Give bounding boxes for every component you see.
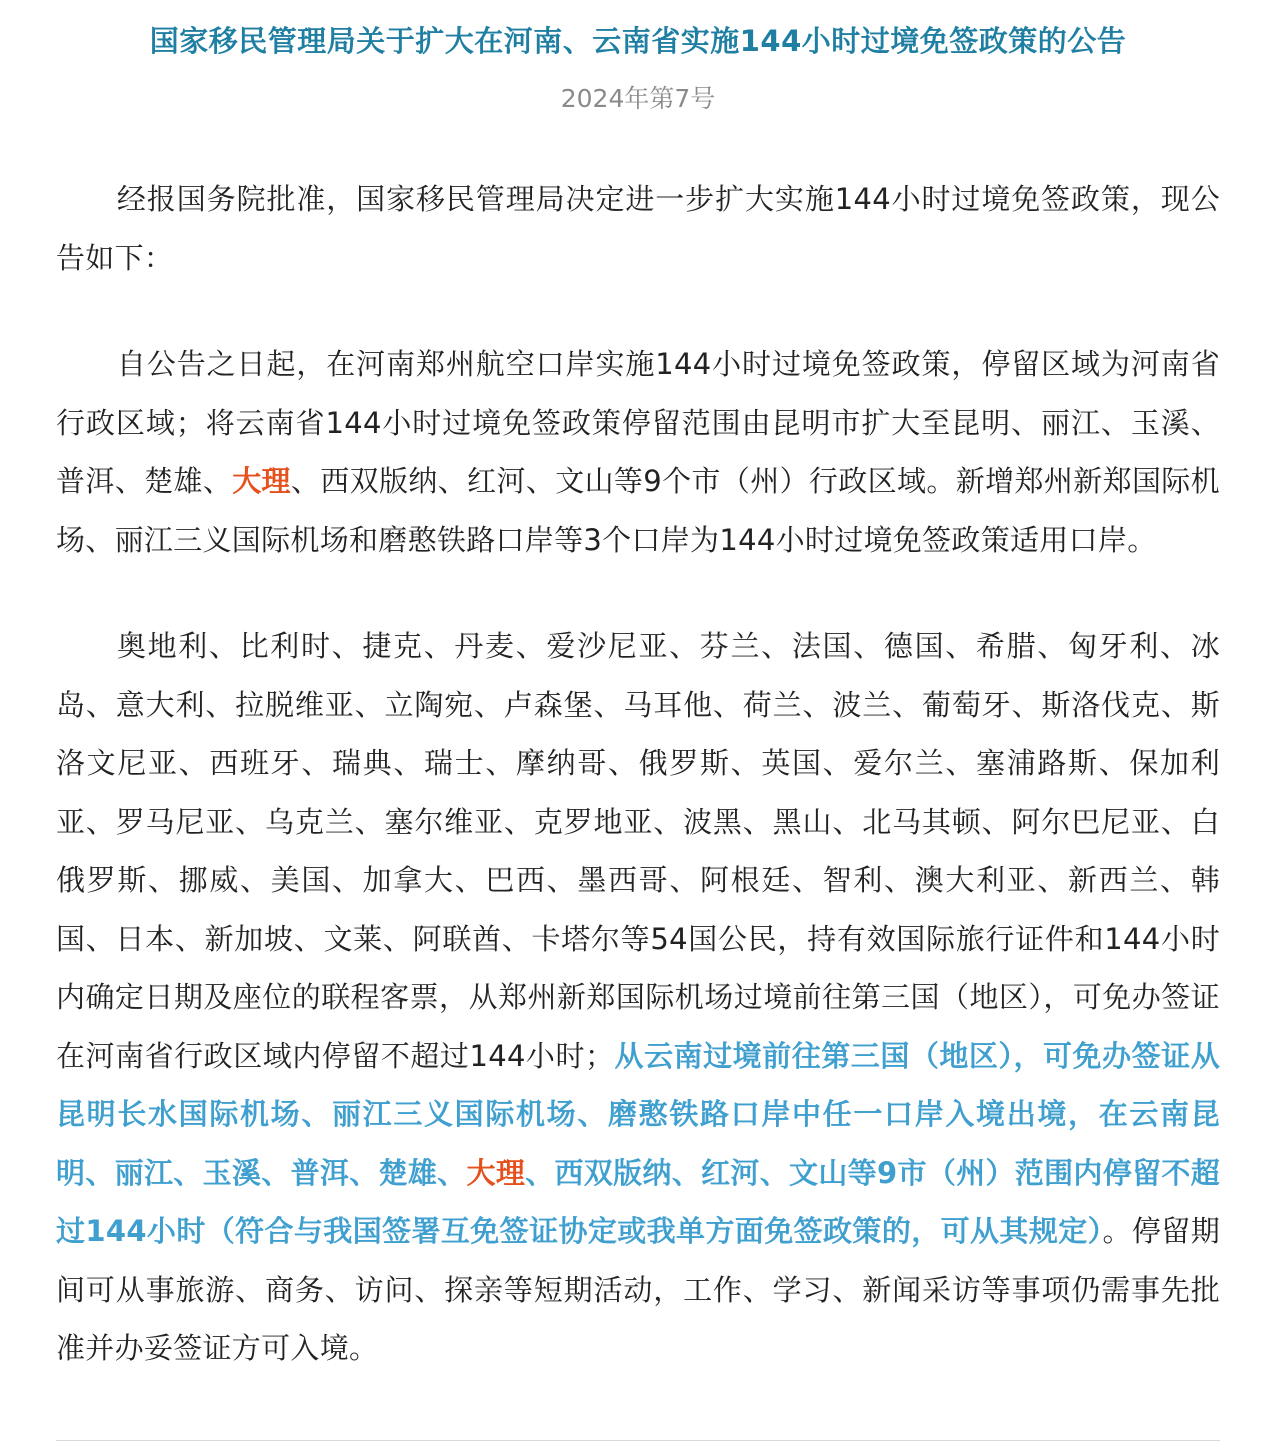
dali-highlight: 大理 (466, 1155, 526, 1190)
dali-highlight: 大理 (232, 464, 291, 498)
paragraph-policy-scope-text-1: 自公告之日起，在河南郑州航空口岸实施144小时过境免签政策，停留区域为河南省行政区域；将云南省144小时过境免签政策停留范围由昆明市扩大至昆明、丽江、玉溪、普洱、楚雄、 (56, 347, 1220, 498)
document-title: 国家移民管理局关于扩大在河南、云南省实施144小时过境免签政策的公告 (149, 24, 1127, 58)
paragraph-policy-scope-text-2: 、西双版纳、红河、文山等9个市（州）行政区域。新增郑州新郑国际机场、丽江三义国际机场和磨憨铁路口岸等3个口岸为144小时过境免签政策适用口岸。 (56, 464, 1220, 557)
yunnan-transit-highlight-2: 、西双版纳、红河、文山等9市（州）范围内停留不超过144小时（符合与我国签署互免签证协定或我单方面免签政策的，可从其规定） (56, 1155, 1221, 1248)
paragraph-eligible-countries (56, 617, 1220, 1378)
document-number: 2024年第7号 (560, 84, 716, 113)
paragraph-intro: 经报国务院批准，国家移民管理局决定进一步扩大实施144小时过境免签政策，现公告如下： (56, 182, 1220, 275)
yunnan-transit-highlight-1: 从云南过境前往第三国（地区），可免办签证从昆明长水国际机场、丽江三义国际机场、磨憨铁路口岸中任一口岸入境出境，在云南昆明、丽江、玉溪、普洱、楚雄、 (56, 1038, 1220, 1190)
bottom-divider (56, 1440, 1220, 1441)
paragraph-policy-scope (56, 335, 1220, 569)
paragraph-eligible-countries-text-1: 奥地利、比利时、捷克、丹麦、爱沙尼亚、芬兰、法国、德国、希腊、匈牙利、冰岛、意大利、拉脱维亚、立陶宛、卢森堡、马耳他、荷兰、波兰、葡萄牙、斯洛伐克、斯洛文尼亚、西班牙、瑞典、瑞士、摩纳哥、俄罗斯、英国、爱尔兰、塞浦路斯、保加利亚、罗马尼亚、乌克兰、塞尔维亚、克罗地亚、波黑、黑山、北马其顿、阿尔巴尼亚、白俄罗斯、挪威、美国、加拿大、巴西、墨西哥、阿根廷、智利、澳大利亚、新西兰、韩国、日本、新加坡、文莱、阿联酋、卡塔尔等54国公民，持有效国际旅行证件和144小时内确定日期及座位的联程客票，从郑州新郑国际机场过境前往第三国（地区），可免办签证在河南省行政区域内停留不超过144小时； (56, 629, 1220, 1073)
paragraph-eligible-countries-text-2: 。停留期间可从事旅游、商务、访问、探亲等短期活动，工作、学习、新闻采访等事项仍需事先批准并办妥签证方可入境。 (56, 1214, 1221, 1365)
